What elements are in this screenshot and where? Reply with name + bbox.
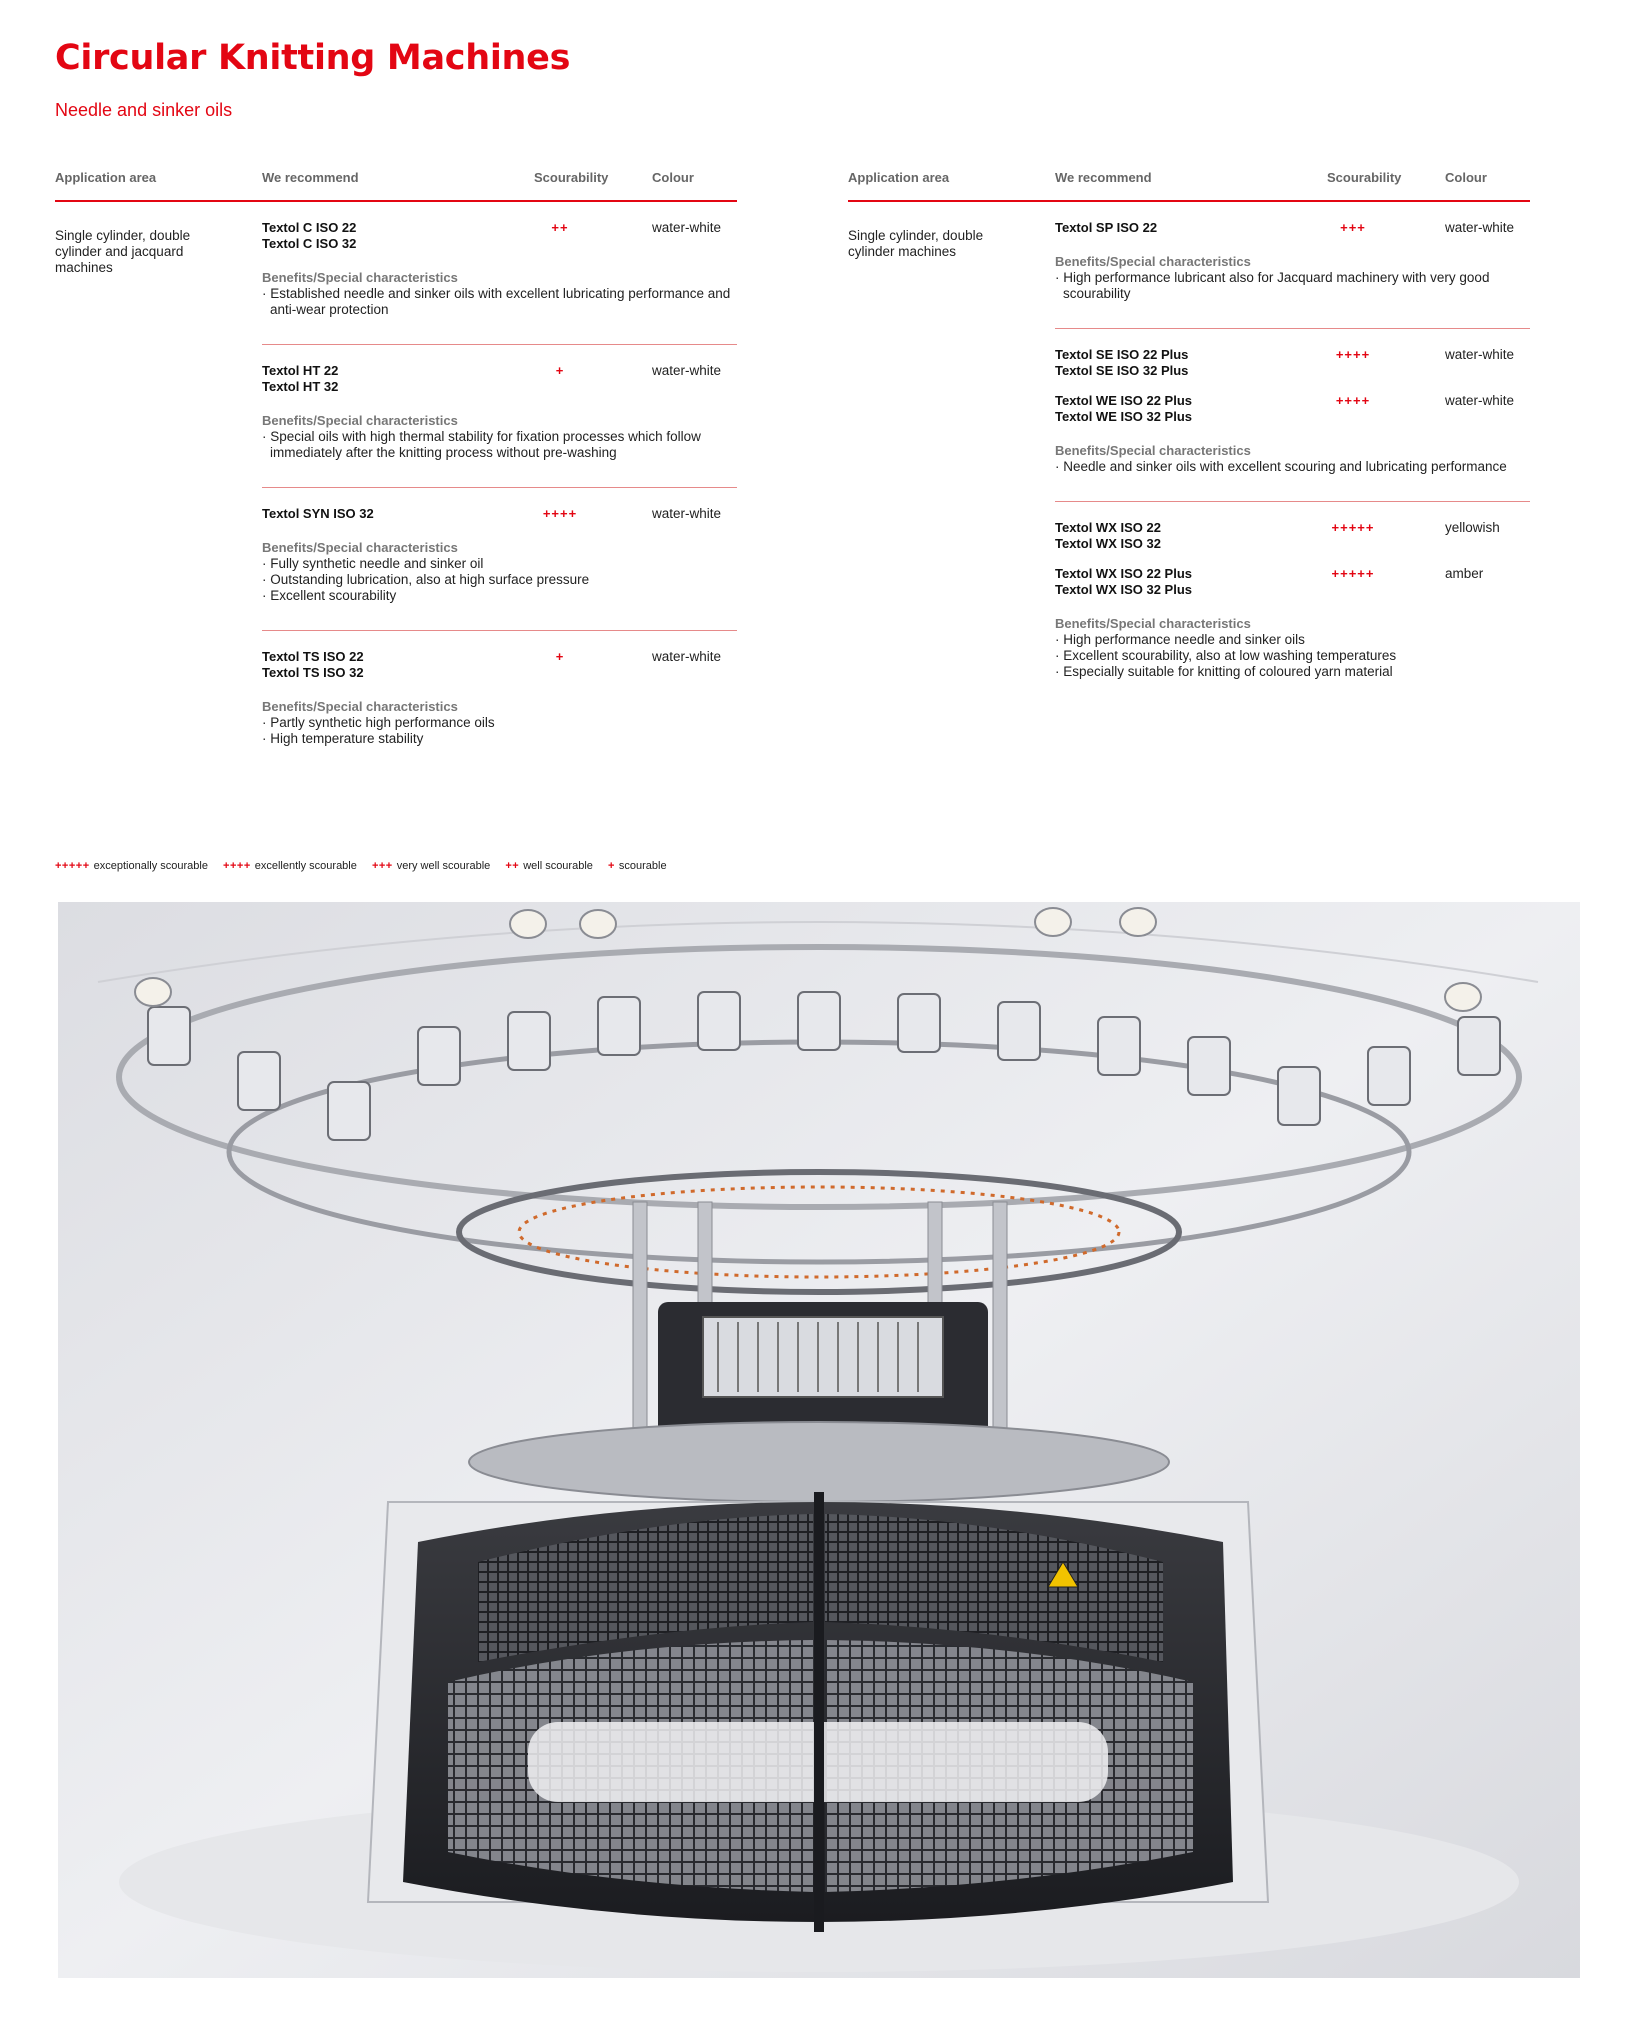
colour-value: water-white bbox=[652, 649, 722, 664]
product-name: Textol WX ISO 32 bbox=[1055, 536, 1161, 551]
application-area-text: Single cylinder, double cylinder machines bbox=[848, 228, 984, 259]
table-header bbox=[55, 169, 737, 202]
scourability-legend bbox=[55, 860, 679, 872]
legend-plus: ++ bbox=[505, 860, 520, 872]
product-row bbox=[262, 649, 737, 681]
legend-item bbox=[55, 860, 208, 872]
scourability-rating: +++++ bbox=[1331, 566, 1375, 581]
page-title: Circular Knitting Machines bbox=[55, 38, 571, 78]
product-block bbox=[262, 488, 737, 631]
benefits-heading: Benefits/Special characteristics bbox=[1055, 254, 1251, 269]
benefit-item: · High performance needle and sinker oils bbox=[1055, 632, 1305, 647]
header-scourability: Scourability bbox=[1327, 170, 1402, 185]
product-row bbox=[1055, 566, 1530, 598]
scourability-rating: + bbox=[555, 363, 565, 378]
benefit-item: · Excellent scourability bbox=[262, 588, 397, 603]
product-block bbox=[262, 631, 737, 773]
benefit-item: · Established needle and sinker oils with excellent lubricating performance and anti-wear protection bbox=[262, 286, 731, 317]
header-scourability: Scourability bbox=[534, 170, 609, 185]
benefits-heading: Benefits/Special characteristics bbox=[1055, 443, 1251, 458]
benefit-item: · High temperature stability bbox=[262, 731, 424, 746]
product-block bbox=[1055, 202, 1530, 329]
product-name: Textol SE ISO 22 Plus bbox=[1055, 347, 1189, 362]
header-we-recommend: We recommend bbox=[1055, 170, 1152, 185]
colour-value: water-white bbox=[652, 220, 722, 235]
legend-label: excellently scourable bbox=[254, 860, 357, 872]
product-name: Textol HT 32 bbox=[262, 379, 339, 394]
product-name: Textol C ISO 32 bbox=[262, 236, 357, 251]
table-header bbox=[848, 169, 1530, 202]
benefits-heading: Benefits/Special characteristics bbox=[1055, 616, 1251, 631]
header-colour: Colour bbox=[1445, 170, 1487, 185]
product-name: Textol SE ISO 32 Plus bbox=[1055, 363, 1189, 378]
scourability-rating: ++++ bbox=[1335, 347, 1371, 362]
colour-value: water-white bbox=[652, 506, 722, 521]
benefit-item: · Needle and sinker oils with excellent scouring and lubricating performance bbox=[1055, 459, 1507, 474]
product-name: Textol WE ISO 22 Plus bbox=[1055, 393, 1193, 408]
legend-label: very well scourable bbox=[396, 860, 491, 872]
product-row bbox=[1055, 220, 1530, 236]
benefits-heading: Benefits/Special characteristics bbox=[262, 413, 458, 428]
legend-label: exceptionally scourable bbox=[93, 860, 208, 872]
header-application-area: Application area bbox=[848, 170, 950, 185]
recommendation-table-left bbox=[55, 169, 737, 773]
product-name: Textol C ISO 22 bbox=[262, 220, 357, 235]
legend-item bbox=[608, 860, 667, 872]
knitting-machine-photo bbox=[58, 902, 1580, 1978]
legend-plus: +++++ bbox=[55, 860, 90, 872]
benefit-item: · Fully synthetic needle and sinker oil bbox=[262, 556, 484, 571]
product-name: Textol WE ISO 32 Plus bbox=[1055, 409, 1193, 424]
benefit-item: · Special oils with high thermal stability for fixation processes which follow immediately after the knitting process without pre-washing bbox=[262, 429, 701, 460]
legend-plus: ++++ bbox=[223, 860, 251, 872]
table-body bbox=[55, 202, 737, 773]
product-name: Textol TS ISO 32 bbox=[262, 665, 364, 680]
product-row bbox=[1055, 347, 1530, 379]
product-block bbox=[262, 202, 737, 345]
application-area-text: Single cylinder, double cylinder and jacquard machines bbox=[55, 228, 191, 275]
scourability-rating: +++ bbox=[1340, 220, 1366, 235]
legend-plus: +++ bbox=[371, 860, 393, 872]
colour-value: amber bbox=[1445, 566, 1484, 581]
page-subtitle: Needle and sinker oils bbox=[55, 100, 233, 120]
scourability-rating: ++++ bbox=[542, 506, 578, 521]
colour-value: water-white bbox=[1445, 393, 1515, 408]
legend-label: scourable bbox=[618, 860, 667, 872]
product-name: Textol WX ISO 22 Plus bbox=[1055, 566, 1193, 581]
product-block bbox=[1055, 502, 1530, 706]
product-name: Textol HT 22 bbox=[262, 363, 339, 378]
legend-label: well scourable bbox=[523, 860, 593, 872]
colour-value: yellowish bbox=[1445, 520, 1500, 535]
product-row bbox=[1055, 393, 1530, 425]
legend-item bbox=[372, 860, 490, 872]
product-block bbox=[1055, 329, 1530, 502]
benefit-item: · High performance lubricant also for Jacquard machinery with very good scourability bbox=[1055, 270, 1490, 301]
benefit-item: · Excellent scourability, also at low washing temperatures bbox=[1055, 648, 1397, 663]
scourability-rating: + bbox=[555, 649, 565, 664]
benefit-item: · Outstanding lubrication, also at high surface pressure bbox=[262, 572, 590, 587]
scourability-rating: ++++ bbox=[1335, 393, 1371, 408]
recommendation-table-right bbox=[848, 169, 1530, 706]
colour-value: water-white bbox=[652, 363, 722, 378]
product-name: Textol SP ISO 22 bbox=[1055, 220, 1158, 235]
benefits-heading: Benefits/Special characteristics bbox=[262, 270, 458, 285]
product-name: Textol WX ISO 32 Plus bbox=[1055, 582, 1193, 597]
product-row bbox=[262, 506, 737, 522]
legend-plus: + bbox=[607, 860, 615, 872]
product-row bbox=[262, 363, 737, 395]
product-block bbox=[262, 345, 737, 488]
product-name: Textol TS ISO 22 bbox=[262, 649, 364, 664]
product-row bbox=[1055, 520, 1530, 552]
benefit-item: · Partly synthetic high performance oils bbox=[262, 715, 495, 730]
benefits-heading: Benefits/Special characteristics bbox=[262, 699, 458, 714]
product-name: Textol WX ISO 22 bbox=[1055, 520, 1161, 535]
header-application-area: Application area bbox=[55, 170, 157, 185]
product-row bbox=[262, 220, 737, 252]
product-list bbox=[1055, 202, 1530, 706]
benefit-item: · Especially suitable for knitting of coloured yarn material bbox=[1055, 664, 1393, 679]
colour-value: water-white bbox=[1445, 347, 1515, 362]
legend-item bbox=[505, 860, 593, 872]
product-name: Textol SYN ISO 32 bbox=[262, 506, 374, 521]
header-colour: Colour bbox=[652, 170, 694, 185]
header-we-recommend: We recommend bbox=[262, 170, 359, 185]
table-body bbox=[848, 202, 1530, 706]
legend-item bbox=[223, 860, 357, 872]
colour-value: water-white bbox=[1445, 220, 1515, 235]
scourability-rating: ++ bbox=[551, 220, 569, 235]
scourability-rating: +++++ bbox=[1331, 520, 1375, 535]
benefits-heading: Benefits/Special characteristics bbox=[262, 540, 458, 555]
product-list bbox=[262, 202, 737, 773]
